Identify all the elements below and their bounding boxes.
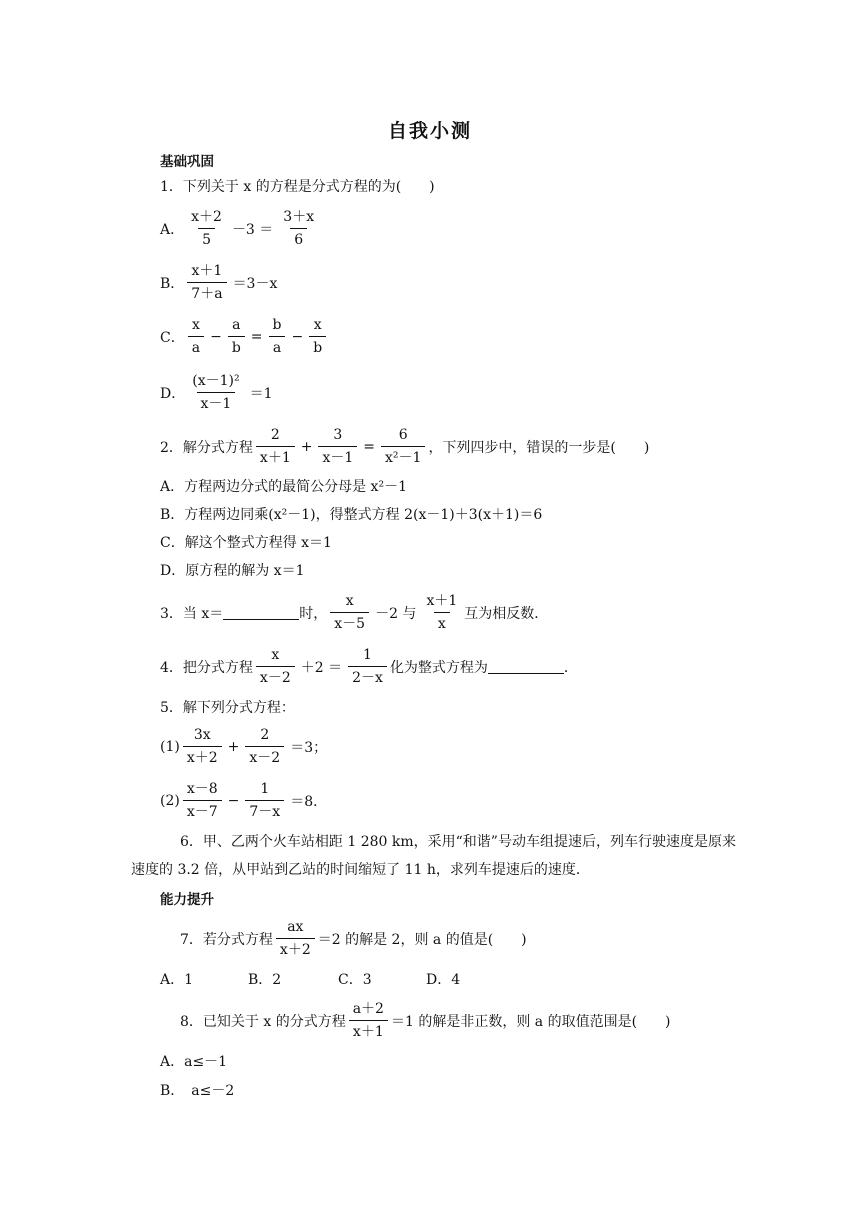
q1-option-b: B． $\frac{x+1}{7+a}$ ＝3－x — [160, 263, 278, 302]
q2-option-c: C．解这个整式方程得 x＝1 — [160, 535, 332, 551]
answer-blank[interactable] — [488, 659, 564, 674]
fraction: $\frac{ax}{x+2}$ — [276, 918, 315, 959]
answer-blank[interactable] — [223, 605, 299, 620]
fraction: $\frac{x}{b}$ — [309, 316, 326, 357]
fraction: $\frac{3+x}{6}$ — [283, 209, 315, 248]
q8-stem: 8．已知关于 x 的分式方程 $\frac{a+2}{x+1}$ ＝1 的解是非正数，则 a 的取值范围是( ) — [180, 1001, 671, 1040]
q3-stem: 3．当 x＝ 时， $\frac{x}{x-5}$ －2 与 $\frac{x+1}{x}$ 互为相反数． — [160, 593, 549, 632]
q2-option-d: D．原方程的解为 x＝1 — [160, 563, 305, 579]
fraction: $\frac{6}{\text{x²－1}}$ — [381, 426, 425, 467]
q7-option-c: C．3 — [338, 972, 372, 988]
q5-part-2: (2) $\frac{x-8}{x-7}$ − $\frac{1}{7-x}$ ＝8． — [160, 781, 328, 820]
fraction: $\frac{x+2}{5}$ — [191, 209, 222, 248]
q7-option-b: B．2 — [248, 972, 282, 988]
q7-stem: 7．若分式方程 $\frac{ax}{x+2}$ ＝2 的解是 2，则 a 的值是( ) — [180, 919, 527, 958]
fraction: $\frac{x}{a}$ — [188, 316, 204, 357]
fraction: $\frac{x}{x-2}$ — [256, 646, 295, 687]
q2-option-a: A．方程两边分式的最简公分母是 x²－1 — [160, 479, 407, 495]
fraction: $\frac{2}{x-2}$ — [245, 726, 284, 767]
q1-option-d: D． $\frac{\text{(x－1)²}}{x-1}$ ＝1 — [160, 373, 273, 412]
fraction: $\frac{3}{x-1}$ — [318, 426, 357, 467]
q8-option-a: A．a≤－1 — [160, 1054, 228, 1070]
q2-stem: 2．解分式方程 $\frac{2}{x+1}$ + $\frac{3}{x-1}$ = $\frac{6}{\text{x²－1}}$ ，下列四步中，错误的一步是( ) — [160, 427, 650, 466]
q1-option-a: A． $\frac{x+2}{5}$ －3 ＝ $\frac{3+x}{6}$ — [160, 208, 321, 249]
page-title: 自我小测 — [387, 120, 472, 142]
fraction: $\frac{1}{2-x}$ — [348, 646, 387, 687]
q2-option-b: B．方程两边同乘(x²－1)，得整式方程 2(x－1)＋3(x＋1)＝6 — [160, 507, 543, 523]
fraction: $\frac{x-8}{x-7}$ — [183, 780, 222, 821]
q7-options — [160, 970, 620, 990]
q1-option-c: C． $\frac{x}{a}$ − $\frac{a}{b}$ = $\frac{b}{a}$ − $\frac{x}{b}$ — [160, 316, 329, 357]
fraction: $\frac{x+1}{x}$ — [426, 593, 458, 632]
q6-line-2: 速度的 3.2 倍，从甲站到乙站的时间缩短了 11 h，求列车提速后的速度． — [131, 862, 590, 878]
q7-option-d: D．4 — [426, 972, 461, 988]
fraction: $\frac{2}{x+1}$ — [256, 426, 295, 467]
q6-line-1: 6．甲、乙两个火车站相距 1 280 km，采用“和谐”号动车组提速后，列车行驶速度是原来 — [180, 834, 736, 850]
fraction: $\frac{a}{b}$ — [228, 316, 245, 357]
fraction: $\frac{b}{a}$ — [269, 316, 286, 357]
option-label: A． — [160, 221, 185, 238]
section-basic: 基础巩固 — [160, 154, 214, 170]
fraction: $\frac{1}{7-x}$ — [245, 780, 284, 821]
fraction: $\frac{\text{(x－1)²}}{x-1}$ — [192, 373, 240, 412]
fraction: $\frac{x}{x-5}$ — [330, 592, 369, 633]
q5-stem: 5．解下列分式方程： — [160, 700, 295, 716]
fraction: $\frac{x+1}{7+a}$ — [187, 262, 226, 303]
section-advance: 能力提升 — [160, 892, 214, 908]
q4-stem: 4．把分式方程 $\frac{x}{x-2}$ ＋2 ＝ $\frac{1}{2-x}$ 化为整式方程为 ． — [160, 647, 578, 686]
q8-option-b: B． a≤－2 — [160, 1083, 235, 1099]
q7-option-a: A．1 — [160, 972, 194, 988]
fraction: $\frac{a+2}{x+1}$ — [349, 1000, 388, 1041]
fraction: $\frac{3x}{x+2}$ — [183, 726, 222, 767]
q5-part-1: (1) $\frac{3x}{x+2}$ + $\frac{2}{x-2}$ ＝3； — [160, 727, 328, 766]
q1-stem: 1．下列关于 x 的方程是分式方程的为( ) — [160, 179, 435, 195]
